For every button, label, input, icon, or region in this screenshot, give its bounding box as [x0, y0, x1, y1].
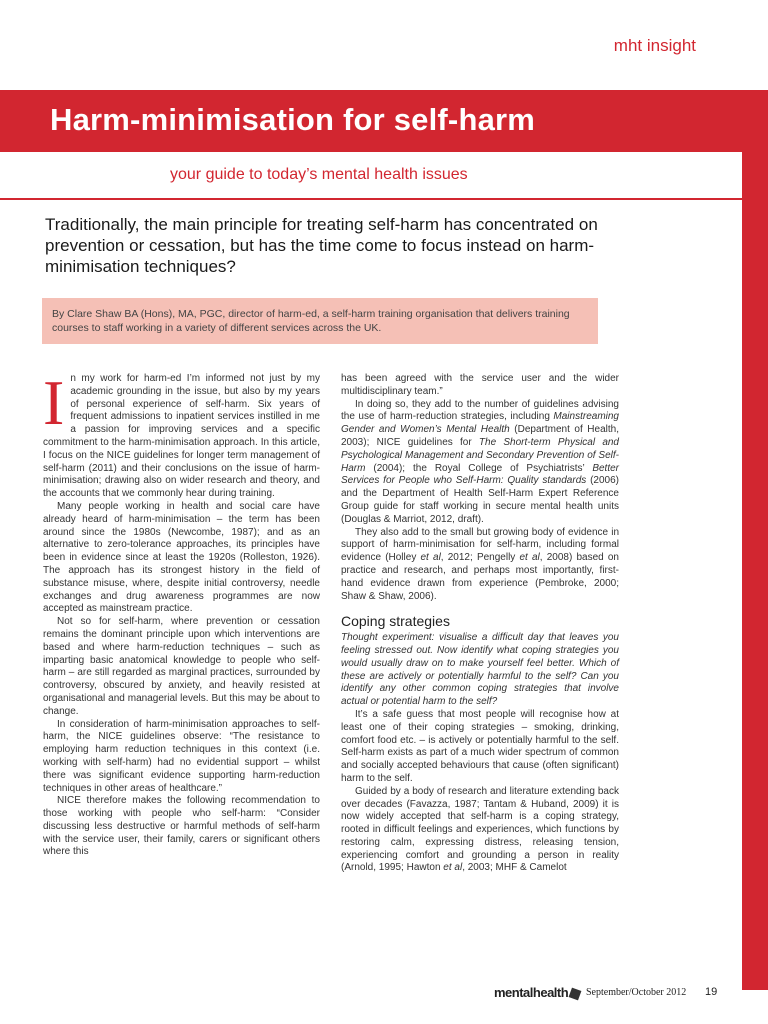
- publication-title: Better Services for People who Self-Harm: Quality standards: [341, 462, 619, 487]
- text-run: , 2008) based on practice and research, and perhaps most importantly, first-hand evidence drawn from experience (Pembroke, 2000; Shaw & Shaw, 2006).: [341, 552, 619, 602]
- logo-text: mentalhealth: [494, 985, 569, 1000]
- paragraph: It’s a safe guess that most people will recognise how at least one of their coping strategies – smoking, drinking, comfort food etc. – is actively or potentially harmful to the self. Self-harm exists as part of a much wider spectrum of common and socially accepted behaviours that cause (often significant) harm to the self.: [341, 708, 619, 784]
- text-run: , 2003; MHF & Camelot: [462, 862, 567, 874]
- text-run: (2006) and the Department of Health Self-Harm Expert Reference Group guide for staff working in secure mental health units (Douglas & Marriot, 2012, draft).: [341, 475, 619, 525]
- text-run: , 2012; Pengelly: [440, 552, 520, 564]
- text-run: (2004); the Royal College of Psychiatrists’: [365, 462, 593, 474]
- page-number: 19: [705, 986, 718, 998]
- paragraph: Not so for self-harm, where prevention or cessation remains the dominant principle upon which interventions are based and where harm-reduction techniques – such as imparting basic anatomical knowledge to people who self-harm – are still regarded as marginal practices, surrounded by controversy, obscured by anxiety, and heavily resisted at organisational and managerial levels. But this may be about to change.: [43, 616, 320, 717]
- article-subtitle: your guide to today’s mental health issues: [0, 152, 742, 198]
- issue-date: September/October 2012: [586, 987, 687, 998]
- paragraph: n my work for harm-ed I’m informed not just by my academic grounding in the issue, but also by my years of personal experience of self-harm. Six years of frequent admissions to inpatient services instilled in me a passion for improving services and a specific commitment to the harm-minimisation approach. In this article, I focus on the NICE guidelines for longer term management of self-harm (2011) and their conclusions on the issue of harm-minimisation; drawing also on wider research and theory, and the accounts that we commonly hear during training.: [43, 373, 320, 500]
- thought-experiment: Thought experiment: visualise a difficult day that leaves you feeling stressed out. Now identify what coping strategies you would usually draw on to make yourself feel better. Which of these are actively or potentially harmful to the self? Can you identify any other common coping strategies that involve actual or potential harm to the self?: [341, 632, 619, 708]
- drop-cap: I: [43, 367, 65, 438]
- intro-standfirst: Traditionally, the main principle for treating self-harm has concentrated on prevention or cessation, but has the time come to focus instead on harm-minimisation techniques?: [45, 215, 598, 276]
- article-column-right: [341, 373, 619, 875]
- paragraph: [341, 399, 619, 527]
- paragraph: NICE therefore makes the following recommendation to those working with people who self-harm: “Consider discussing less destructive or harmful methods of self-harm with the service user, their family, carers or significant others where this: [43, 795, 320, 858]
- paragraph: [341, 527, 619, 604]
- side-accent-bar: [742, 90, 768, 990]
- publication-title: Mainstreaming Gender and Women’s Mental Health: [341, 411, 619, 436]
- magazine-logo: [494, 985, 580, 1000]
- text-run: Guided by a body of research and literature extending back over decades (Favazza, 1987; Tantam & Huband, 2009) it is now widely accepted that self-harm is a coping strategy, rooted in difficult feelings and experiences, which functions by restoring calm, expressing distress, releasing tension, experiencing comfort and grounding a person in reality (Arnold, 1995; Hawton: [341, 785, 619, 874]
- text-run: In doing so, they add to the number of guidelines advising the use of harm-reduction strategies, including: [341, 398, 619, 423]
- paragraph: has been agreed with the service user and the wider multidisciplinary team.”: [341, 373, 619, 397]
- citation-etal: et al: [420, 552, 441, 564]
- article-column-left: [43, 367, 320, 859]
- citation-etal: et al: [443, 862, 463, 874]
- title-banner: [0, 90, 768, 200]
- article-title: Harm-minimisation for self-harm: [50, 102, 536, 137]
- publication-title: The Short-term Physical and Psychological Management and Secondary Prevention of Self-Harm: [341, 436, 619, 474]
- section-label: mht insight: [613, 36, 696, 55]
- logo-mark-icon: [569, 988, 582, 1001]
- author-byline: By Clare Shaw BA (Hons), MA, PGC, director of harm-ed, a self-harm training organisation that delivers training courses to staff working in a variety of different services across the UK.: [42, 298, 598, 344]
- paragraph: Many people working in health and social care have already heard of harm-minimisation – the term has been around since the 1980s (Newcombe, 1987); and as an alternative to zero-tolerance approaches, its principles have been in evidence since at least the 1920s (Rolleston, 1926). The approach has its strongest history in the field of substance misuse, where, despite initial controversy, needle exchanges and drug awareness programmes are now accepted as mainstream practice.: [43, 500, 320, 615]
- paragraph: [341, 786, 619, 876]
- text-run: (Department of Health, 2003); NICE guidelines for: [341, 424, 619, 448]
- drop-cap-wrap: [43, 367, 65, 438]
- text-run: They also add to the small but growing body of evidence in support of harm-minimisation for self-harm, including formal evidence (Holley: [341, 526, 619, 564]
- citation-etal: et al: [519, 552, 540, 564]
- section-heading: Coping strategies: [341, 613, 450, 630]
- paragraph: In consideration of harm-minimisation approaches to self-harm, the NICE guidelines observe: “The resistance to employing harm reduction techniques in this context (i.e. working with self-harm) had no evidential support – whilst there was significant evidence supporting harm-reduction techniques in other areas of healthcare.”: [43, 718, 320, 794]
